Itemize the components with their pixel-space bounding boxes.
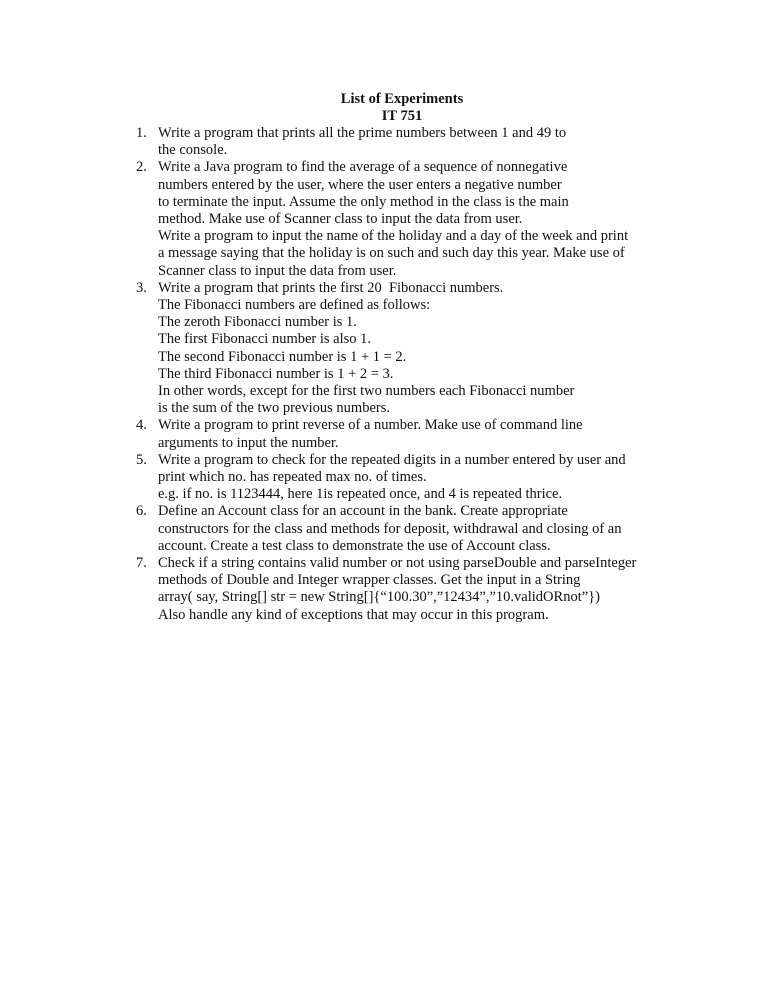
list-item-number: 5. [136, 451, 147, 468]
list-item [136, 452, 656, 504]
list-item-line: a message saying that the holiday is on such and such day this year. Make use of [158, 245, 625, 262]
list-item [136, 417, 656, 451]
list-item-line: account. Create a test class to demonstrate the use of Account class. [158, 537, 551, 554]
list-item-line: Write a program that prints the first 20 Fibonacci numbers. [158, 279, 504, 296]
list-item [136, 159, 656, 279]
list-item-line: Scanner class to input the data from user. [158, 262, 397, 279]
list-item-line: the console. [158, 142, 228, 159]
list-item-number: 7. [136, 555, 147, 572]
list-item-number: 3. [136, 279, 147, 296]
list-item-line: Check if a string contains valid number or not using parseDouble and parseInteger [158, 555, 637, 572]
list-item-line: Write a program that prints all the prime numbers between 1 and 49 to [158, 125, 567, 141]
list-item-line: constructors for the class and methods for deposit, withdrawal and closing of an [158, 520, 622, 537]
list-item-line: arguments to input the number. [158, 434, 339, 451]
experiment-list [136, 125, 656, 624]
list-item-number: 1. [136, 125, 147, 141]
list-item-number: 6. [136, 503, 147, 520]
list-item-line: Define an Account class for an account in the bank. Create appropriate [158, 503, 568, 520]
list-item-line: print which no. has repeated max no. of times. [158, 469, 427, 486]
list-item-line: Write a program to input the name of the holiday and a day of the week and print [158, 228, 629, 245]
list-item-line: In other words, except for the first two numbers each Fibonacci number [158, 383, 575, 400]
list-item-line: The third Fibonacci number is 1 + 2 = 3. [158, 365, 394, 382]
list-item-line: Also handle any kind of exceptions that may occur in this program. [158, 606, 549, 623]
list-item-line: The second Fibonacci number is 1 + 1 = 2. [158, 348, 407, 365]
list-item-line: numbers entered by the user, where the user enters a negative number [158, 176, 562, 193]
list-item [136, 503, 656, 555]
document-subtitle: IT 751 [381, 108, 423, 124]
list-item [136, 280, 656, 418]
list-item-line: The Fibonacci numbers are defined as follows: [158, 297, 431, 314]
list-item-number: 2. [136, 159, 147, 176]
list-item-line: The first Fibonacci number is also 1. [158, 331, 372, 348]
list-item-line: array( say, String[] str = new String[]{“100.30”,”12434”,”10.validORnot”}) [158, 589, 600, 606]
list-item-line: The zeroth Fibonacci number is 1. [158, 314, 357, 331]
list-item-line: method. Make use of Scanner class to input the data from user. [158, 211, 523, 228]
list-item-line: e.g. if no. is 1123444, here 1is repeated once, and 4 is repeated thrice. [158, 486, 563, 503]
list-item [136, 555, 656, 624]
list-item-line: methods of Double and Integer wrapper classes. Get the input in a String [158, 572, 581, 589]
document-title: List of Experiments [340, 91, 464, 107]
list-item-number: 4. [136, 417, 147, 434]
list-item-line: Write a Java program to find the average of a sequence of nonnegative [158, 159, 568, 176]
list-item [136, 125, 656, 159]
list-item-line: Write a program to check for the repeated digits in a number entered by user and [158, 451, 626, 468]
list-item-line: to terminate the input. Assume the only method in the class is the main [158, 193, 569, 210]
list-item-line: Write a program to print reverse of a number. Make use of command line [158, 417, 583, 434]
list-item-line: is the sum of the two previous numbers. [158, 400, 390, 417]
